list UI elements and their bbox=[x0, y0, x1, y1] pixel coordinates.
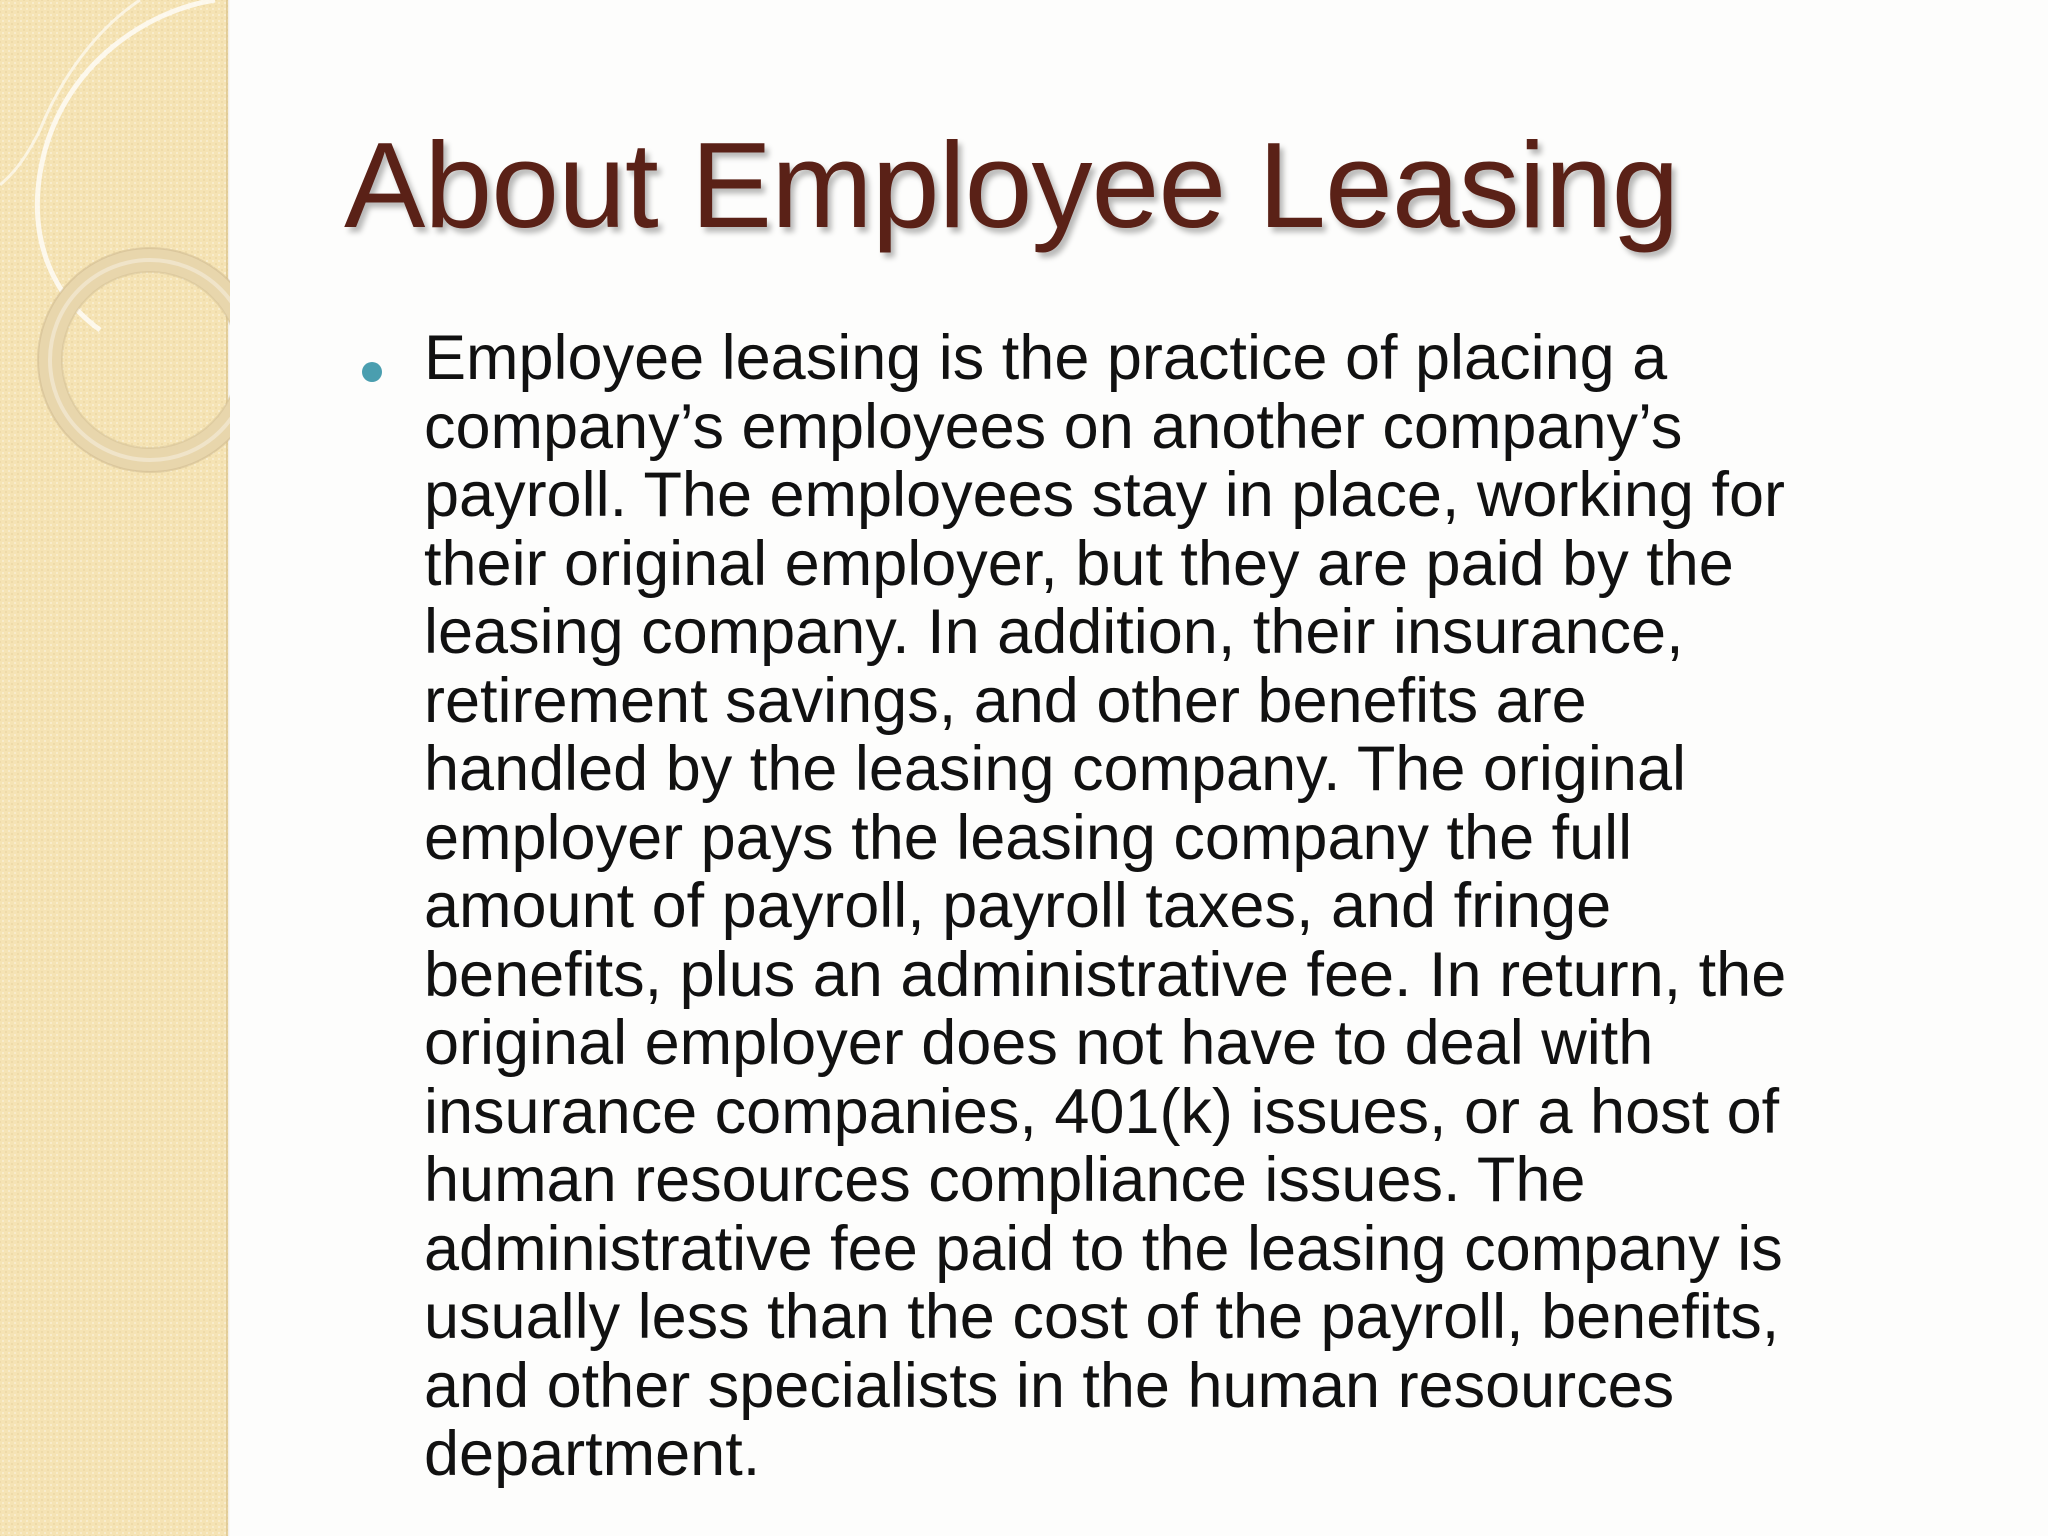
bullet-list bbox=[360, 324, 2000, 1489]
bullet-icon bbox=[362, 362, 382, 382]
list-item bbox=[360, 324, 2000, 1489]
bullet-text: Employee leasing is the practice of placing a company’s employees on another company’s payroll. The employees stay in place, working for their original employer, but they are paid by the leasing company. In addition, their insurance, retirement savings, and other benefits are handled by the leasing company. The original employer pays the leasing company the full amount of payroll, payroll taxes, and fringe benefits, plus an administrative fee. In return, the original employer does not have to deal with insurance companies, 401(k) issues, or a host of human resources compliance issues. The administrative fee paid to the leasing company is usually less than the cost of the payroll, benefits, and other specialists in the human resources department. bbox=[424, 323, 1787, 1489]
slide-title: About Employee Leasing bbox=[344, 117, 1679, 253]
decorative-rings-icon bbox=[0, 0, 230, 520]
